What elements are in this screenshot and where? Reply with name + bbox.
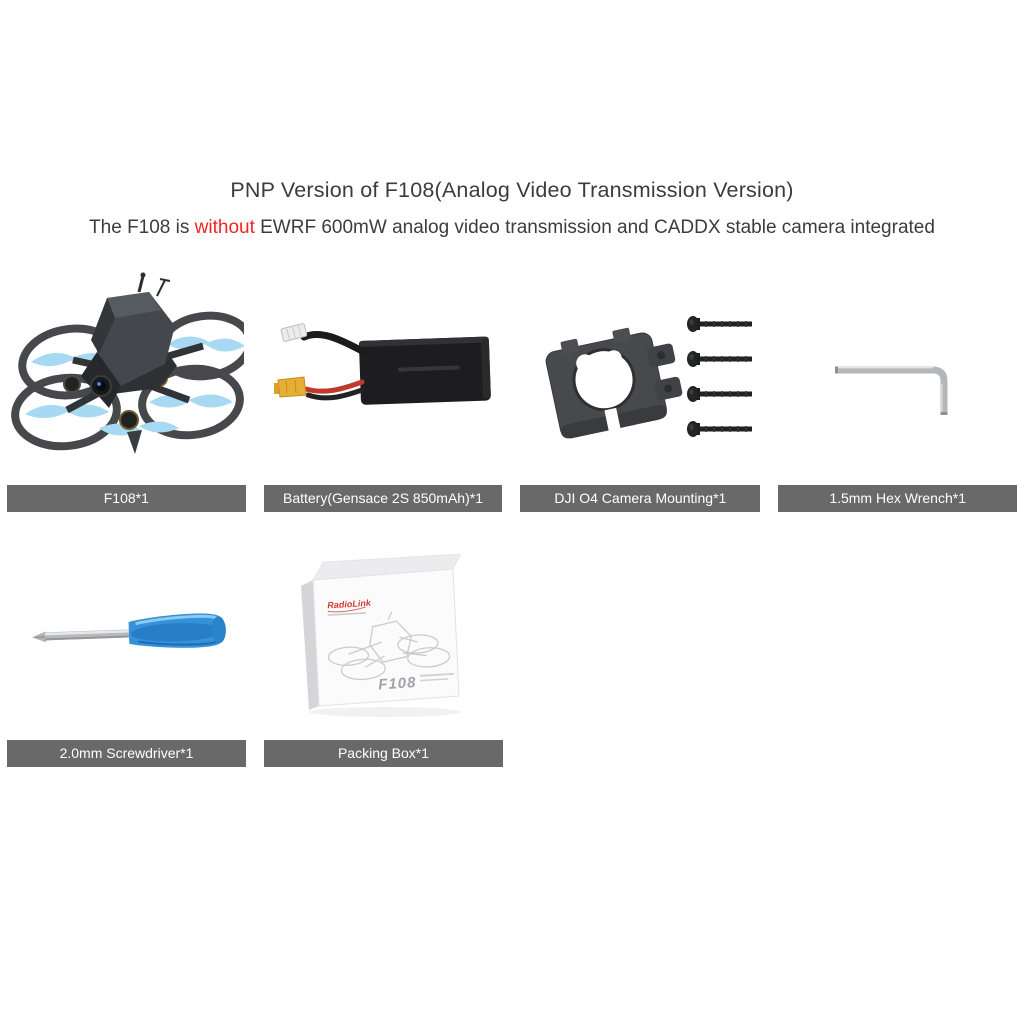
drone-figure (7, 262, 246, 485)
landing-fin (127, 430, 142, 454)
item-label: 2.0mm Screwdriver*1 (59, 745, 194, 761)
item-label-bar (264, 740, 503, 767)
item-cell-drone (7, 262, 246, 512)
screwdriver-image (12, 590, 242, 680)
screwdriver-figure (7, 530, 246, 740)
item-label-bar (7, 485, 246, 512)
power-wire-red (306, 382, 362, 391)
empty-cell (521, 530, 760, 767)
item-label-bar (520, 485, 760, 512)
balance-wire (304, 334, 364, 352)
antennas (139, 272, 170, 296)
wrench-arm (837, 370, 944, 414)
item-label: Battery(Gensace 2S 850mAh)*1 (282, 490, 483, 506)
subtitle-highlight: without (194, 217, 255, 238)
item-label: F108*1 (103, 490, 149, 506)
camera-mount-figure (520, 262, 760, 485)
drone-image (9, 268, 244, 480)
page-subtitle (0, 217, 1024, 239)
item-cell-camera-mount (520, 262, 760, 512)
subtitle-suffix: EWRF 600mW analog video transmission and CADDX stable camera integrated (254, 217, 935, 238)
items-row-2 (7, 530, 1017, 767)
items-row-1 (7, 262, 1017, 512)
item-cell-hex-wrench (778, 262, 1017, 512)
hex-wrench-figure (778, 262, 1017, 485)
empty-cell (778, 530, 1017, 767)
battery-image (268, 304, 498, 444)
camera-mount-image (520, 299, 760, 449)
battery-figure (264, 262, 503, 485)
xt30-connector (274, 377, 306, 397)
item-cell-battery (264, 262, 503, 512)
item-label-bar (778, 485, 1017, 512)
mount-body (543, 319, 688, 445)
hex-wrench-image (823, 324, 973, 424)
subtitle-prefix: The F108 is (89, 217, 195, 238)
box-model-text: F108 (377, 673, 417, 693)
item-label: 1.5mm Hex Wrench*1 (829, 490, 966, 506)
packing-box-figure (264, 530, 503, 740)
battery-body (359, 336, 491, 404)
page-title: PNP Version of F108(Analog Video Transmission Version) (230, 178, 794, 202)
mounting-screws (687, 316, 752, 437)
camera-lens (91, 376, 111, 396)
item-label: DJI O4 Camera Mounting*1 (554, 490, 727, 506)
item-label: Packing Box*1 (337, 745, 430, 761)
item-cell-screwdriver (7, 530, 246, 767)
packing-box-image (289, 536, 479, 721)
item-cell-packing-box (264, 530, 503, 767)
item-label-bar (264, 485, 503, 512)
box-brand-logo: RadioLink (326, 597, 371, 610)
item-label-bar (7, 740, 246, 767)
